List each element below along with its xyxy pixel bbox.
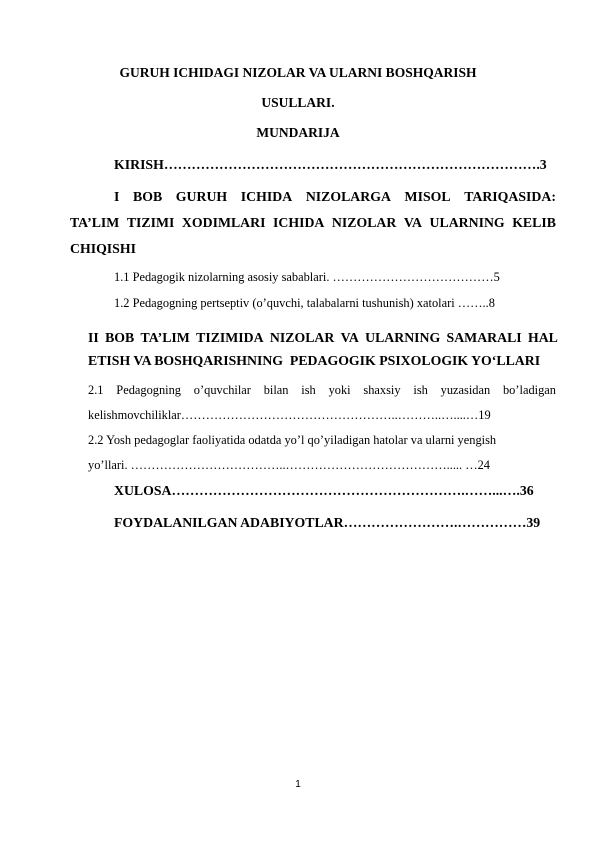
- toc-word: I: [114, 189, 120, 204]
- toc-section-1-2: 1.2 Pedagogning pertseptiv (o’quvchi, talabalarni tushunish) xatolari ……..8: [114, 296, 495, 310]
- toc-word: ish: [301, 383, 316, 397]
- toc-word: BOB: [133, 189, 163, 204]
- toc-section-2-1-line2: kelishmovchiliklar……………………………………………..………..…....…19: [88, 408, 491, 422]
- toc-chapter2-line1: [88, 331, 558, 345]
- toc-section-2-1-line1: [88, 384, 556, 396]
- toc-word: SAMARALI: [446, 330, 522, 345]
- contents-heading: MUNDARIJA: [256, 125, 340, 140]
- toc-chapter1-line3: CHIQISHI: [70, 241, 136, 256]
- toc-word: ICHIDA: [240, 189, 293, 204]
- toc-word: ULARNING: [429, 215, 505, 230]
- toc-word: TIZIMI: [126, 215, 175, 230]
- toc-intro: KIRISH……………………………………………………………………….3: [114, 157, 547, 172]
- toc-word: NIZOLARGA: [305, 189, 391, 204]
- toc-references: FOYDALANILGAN ADABIYOTLAR…………………….……………39: [114, 515, 541, 530]
- toc-word: II: [88, 330, 99, 345]
- toc-word: bilan: [263, 383, 289, 397]
- toc-word: VA: [403, 215, 423, 230]
- toc-chapter1-line1: [114, 190, 556, 204]
- toc-word: shaxsiy: [363, 383, 401, 397]
- toc-word: ULARNING: [365, 330, 441, 345]
- toc-word: KELIB: [512, 215, 556, 230]
- toc-word: o’quvchilar: [193, 383, 251, 397]
- toc-chapter2-line2: ETISH VA BOSHQARISHNING PEDAGOGIK PSIXOLOGIK YO‘LLARI: [88, 353, 541, 368]
- toc-word: 2.1: [88, 383, 104, 397]
- toc-section-1-1: 1.1 Pedagogik nizolarning asosiy sabablari. …………………………………5: [114, 270, 500, 284]
- document-title-line2: USULLARI.: [261, 95, 335, 110]
- toc-word: NIZOLAR: [331, 215, 397, 230]
- toc-word: TA’LIM: [140, 330, 190, 345]
- toc-word: ish: [413, 383, 428, 397]
- toc-word: Pedagogning: [116, 383, 181, 397]
- toc-word: MISOL: [404, 189, 451, 204]
- toc-conclusion: XULOSA……………………………………………………….……...….36: [114, 483, 534, 498]
- toc-word: GURUH: [175, 189, 228, 204]
- toc-chapter1-line2: [70, 216, 556, 230]
- toc-word: VA: [340, 330, 359, 345]
- toc-word: TIZIMIDA: [196, 330, 264, 345]
- toc-section-2-2-line1: 2.2 Yosh pedagoglar faoliyatida odatda yo’l qo’yiladigan hatolar va ularni yengish: [88, 433, 497, 447]
- toc-word: yoki: [328, 383, 351, 397]
- toc-word: TARIQASIDA:: [464, 189, 556, 204]
- toc-word: HAL: [527, 330, 558, 345]
- toc-section-2-2-line2: yo’llari. ………………………………..…………………………………..... …24: [88, 458, 490, 472]
- document-title-line1: GURUH ICHIDAGI NIZOLAR VA ULARNI BOSHQARISH: [119, 65, 477, 80]
- page-number: 1: [295, 779, 301, 790]
- toc-word: bo’ladigan: [502, 383, 556, 397]
- toc-word: XODIMLARI: [181, 215, 266, 230]
- toc-word: TA’LIM: [70, 215, 120, 230]
- toc-word: ICHIDA: [273, 215, 325, 230]
- toc-word: yuzasidan: [440, 383, 491, 397]
- toc-word: BOB: [105, 330, 135, 345]
- toc-word: NIZOLAR: [269, 330, 335, 345]
